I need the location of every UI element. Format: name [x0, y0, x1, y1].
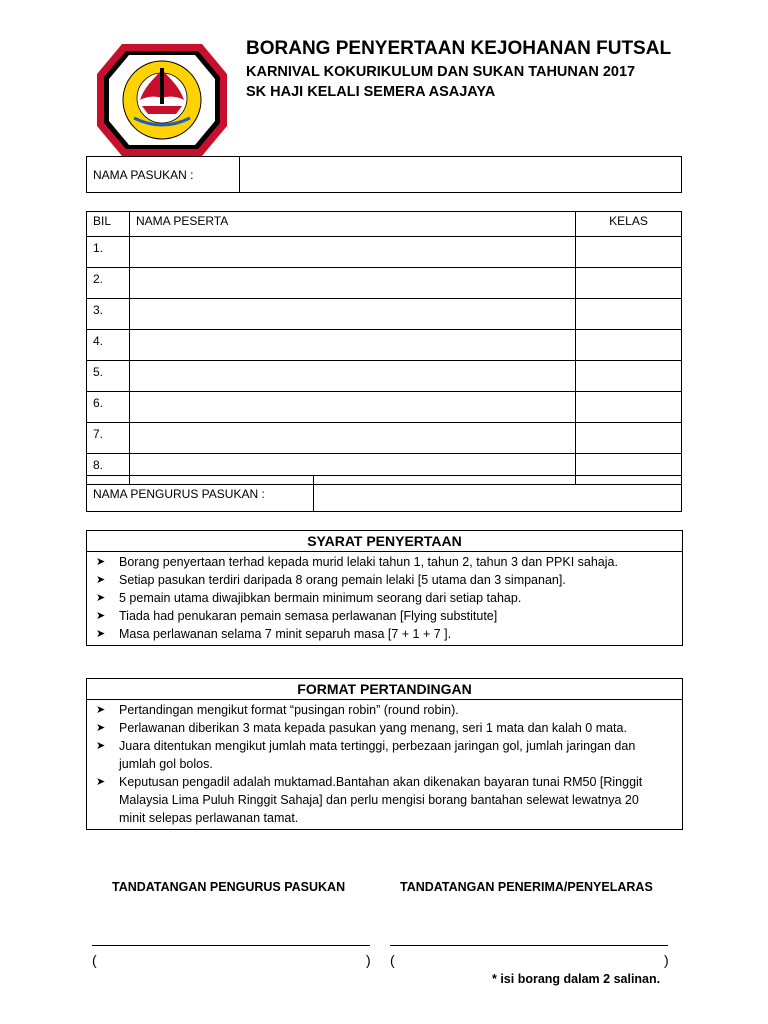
manager-name-field[interactable] — [314, 476, 682, 512]
list-item: ➤ Setiap pasukan terdiri daripada 8 orang pemain lelaki [5 utama dan 3 simpanan]. — [96, 573, 566, 587]
arrow-bullet-icon: ➤ — [96, 776, 106, 788]
arrow-bullet-icon: ➤ — [96, 628, 106, 640]
arrow-bullet-icon: ➤ — [96, 722, 106, 734]
receiver-name-open-paren: ( — [390, 952, 395, 968]
player-name-field[interactable] — [130, 268, 576, 299]
header-kelas: KELAS — [576, 212, 682, 237]
event-subtitle: KARNIVAL KOKURIKULUM DAN SUKAN TAHUNAN 2017 — [246, 64, 636, 80]
manager-signature-label: TANDATANGAN PENGURUS PASUKAN — [112, 880, 346, 894]
arrow-bullet-icon: ➤ — [96, 592, 106, 604]
receiver-signature-label: TANDATANGAN PENERIMA/PENYELARAS — [400, 880, 653, 894]
receiver-signature-line[interactable] — [390, 945, 668, 946]
manager-name-table — [86, 475, 682, 512]
row-number: 7. — [87, 423, 130, 454]
list-item: ➤ Borang penyertaan terhad kepada murid lelaki tahun 1, tahun 2, tahun 3 dan PPKI sahaja. — [96, 555, 618, 569]
syarat-list — [87, 552, 682, 645]
table-row — [87, 237, 682, 268]
list-item: ➤ Tiada had penukaran pemain semasa perlawanan [Flying substitute] — [96, 609, 498, 623]
player-name-field[interactable] — [130, 330, 576, 361]
players-header-row — [87, 212, 682, 237]
arrow-bullet-icon: ➤ — [96, 740, 106, 752]
player-name-field[interactable] — [130, 361, 576, 392]
arrow-bullet-icon: ➤ — [96, 704, 106, 716]
row-number: 8. — [87, 454, 130, 485]
syarat-section — [86, 530, 683, 646]
team-name-field[interactable] — [240, 157, 682, 193]
team-name-table — [86, 156, 682, 193]
format-list — [87, 700, 682, 829]
table-row — [87, 392, 682, 423]
header-nama-peserta: NAMA PESERTA — [130, 212, 576, 237]
row-number: 2. — [87, 268, 130, 299]
list-item: ➤ Perlawanan diberikan 3 mata kepada pasukan yang menang, seri 1 mata dan kalah 0 mata. — [96, 721, 627, 735]
player-name-field[interactable] — [130, 299, 576, 330]
table-row — [87, 268, 682, 299]
table-row — [87, 361, 682, 392]
player-class-field[interactable] — [576, 237, 682, 268]
table-row — [87, 423, 682, 454]
manager-name-label: NAMA PENGURUS PASUKAN : — [87, 476, 314, 512]
row-number: 3. — [87, 299, 130, 330]
player-name-field[interactable] — [130, 423, 576, 454]
player-class-field[interactable] — [576, 361, 682, 392]
table-row — [87, 330, 682, 361]
format-title: FORMAT PERTANDINGAN — [87, 679, 682, 700]
list-item: ➤ Masa perlawanan selama 7 minit separuh masa [7 + 1 + 7 ]. — [96, 627, 452, 641]
list-item: ➤ Pertandingan mengikut format “pusingan robin” (round robin). — [96, 703, 459, 717]
player-class-field[interactable] — [576, 268, 682, 299]
arrow-bullet-icon: ➤ — [96, 574, 106, 586]
player-name-field[interactable] — [130, 237, 576, 268]
syarat-title: SYARAT PENYERTAAN — [87, 531, 682, 552]
list-item: ➤ 5 pemain utama diwajibkan bermain minimum seorang dari setiap tahap. — [96, 591, 522, 605]
manager-signature-line[interactable] — [92, 945, 370, 946]
manager-name-close-paren: ) — [366, 952, 371, 968]
row-number: 6. — [87, 392, 130, 423]
copies-note: * isi borang dalam 2 salinan. — [492, 972, 661, 986]
row-number: 5. — [87, 361, 130, 392]
format-section — [86, 678, 683, 830]
header-bil: BIL — [87, 212, 130, 237]
list-item: ➤ Juara ditentukan mengikut jumlah mata tertinggi, perbezaan jaringan gol, jumlah jaringan dan jumlah gol bolos. — [96, 739, 636, 771]
manager-name-open-paren: ( — [92, 952, 97, 968]
school-subtitle: SK HAJI KELALI SEMERA ASAJAYA — [246, 84, 496, 100]
team-name-label: NAMA PASUKAN : — [87, 157, 240, 193]
form-title: BORANG PENYERTAAN KEJOHANAN FUTSAL — [246, 38, 672, 59]
players-table — [86, 211, 682, 485]
player-class-field[interactable] — [576, 299, 682, 330]
list-item: ➤ Keputusan pengadil adalah muktamad.Bantahan akan dikenakan bayaran tunai RM50 [Ringgit Malaysia Lima Puluh Ringgit Sahaja] dan perlu mengisi borang bantahan selewat lewatnya 20 minit selepas perlawanan tamat. — [96, 775, 643, 825]
table-row — [87, 299, 682, 330]
arrow-bullet-icon: ➤ — [96, 556, 106, 568]
row-number: 1. — [87, 237, 130, 268]
player-name-field[interactable] — [130, 392, 576, 423]
row-number: 4. — [87, 330, 130, 361]
player-class-field[interactable] — [576, 392, 682, 423]
arrow-bullet-icon: ➤ — [96, 610, 106, 622]
school-logo — [94, 40, 229, 160]
receiver-name-close-paren: ) — [664, 952, 669, 968]
player-class-field[interactable] — [576, 423, 682, 454]
player-class-field[interactable] — [576, 330, 682, 361]
